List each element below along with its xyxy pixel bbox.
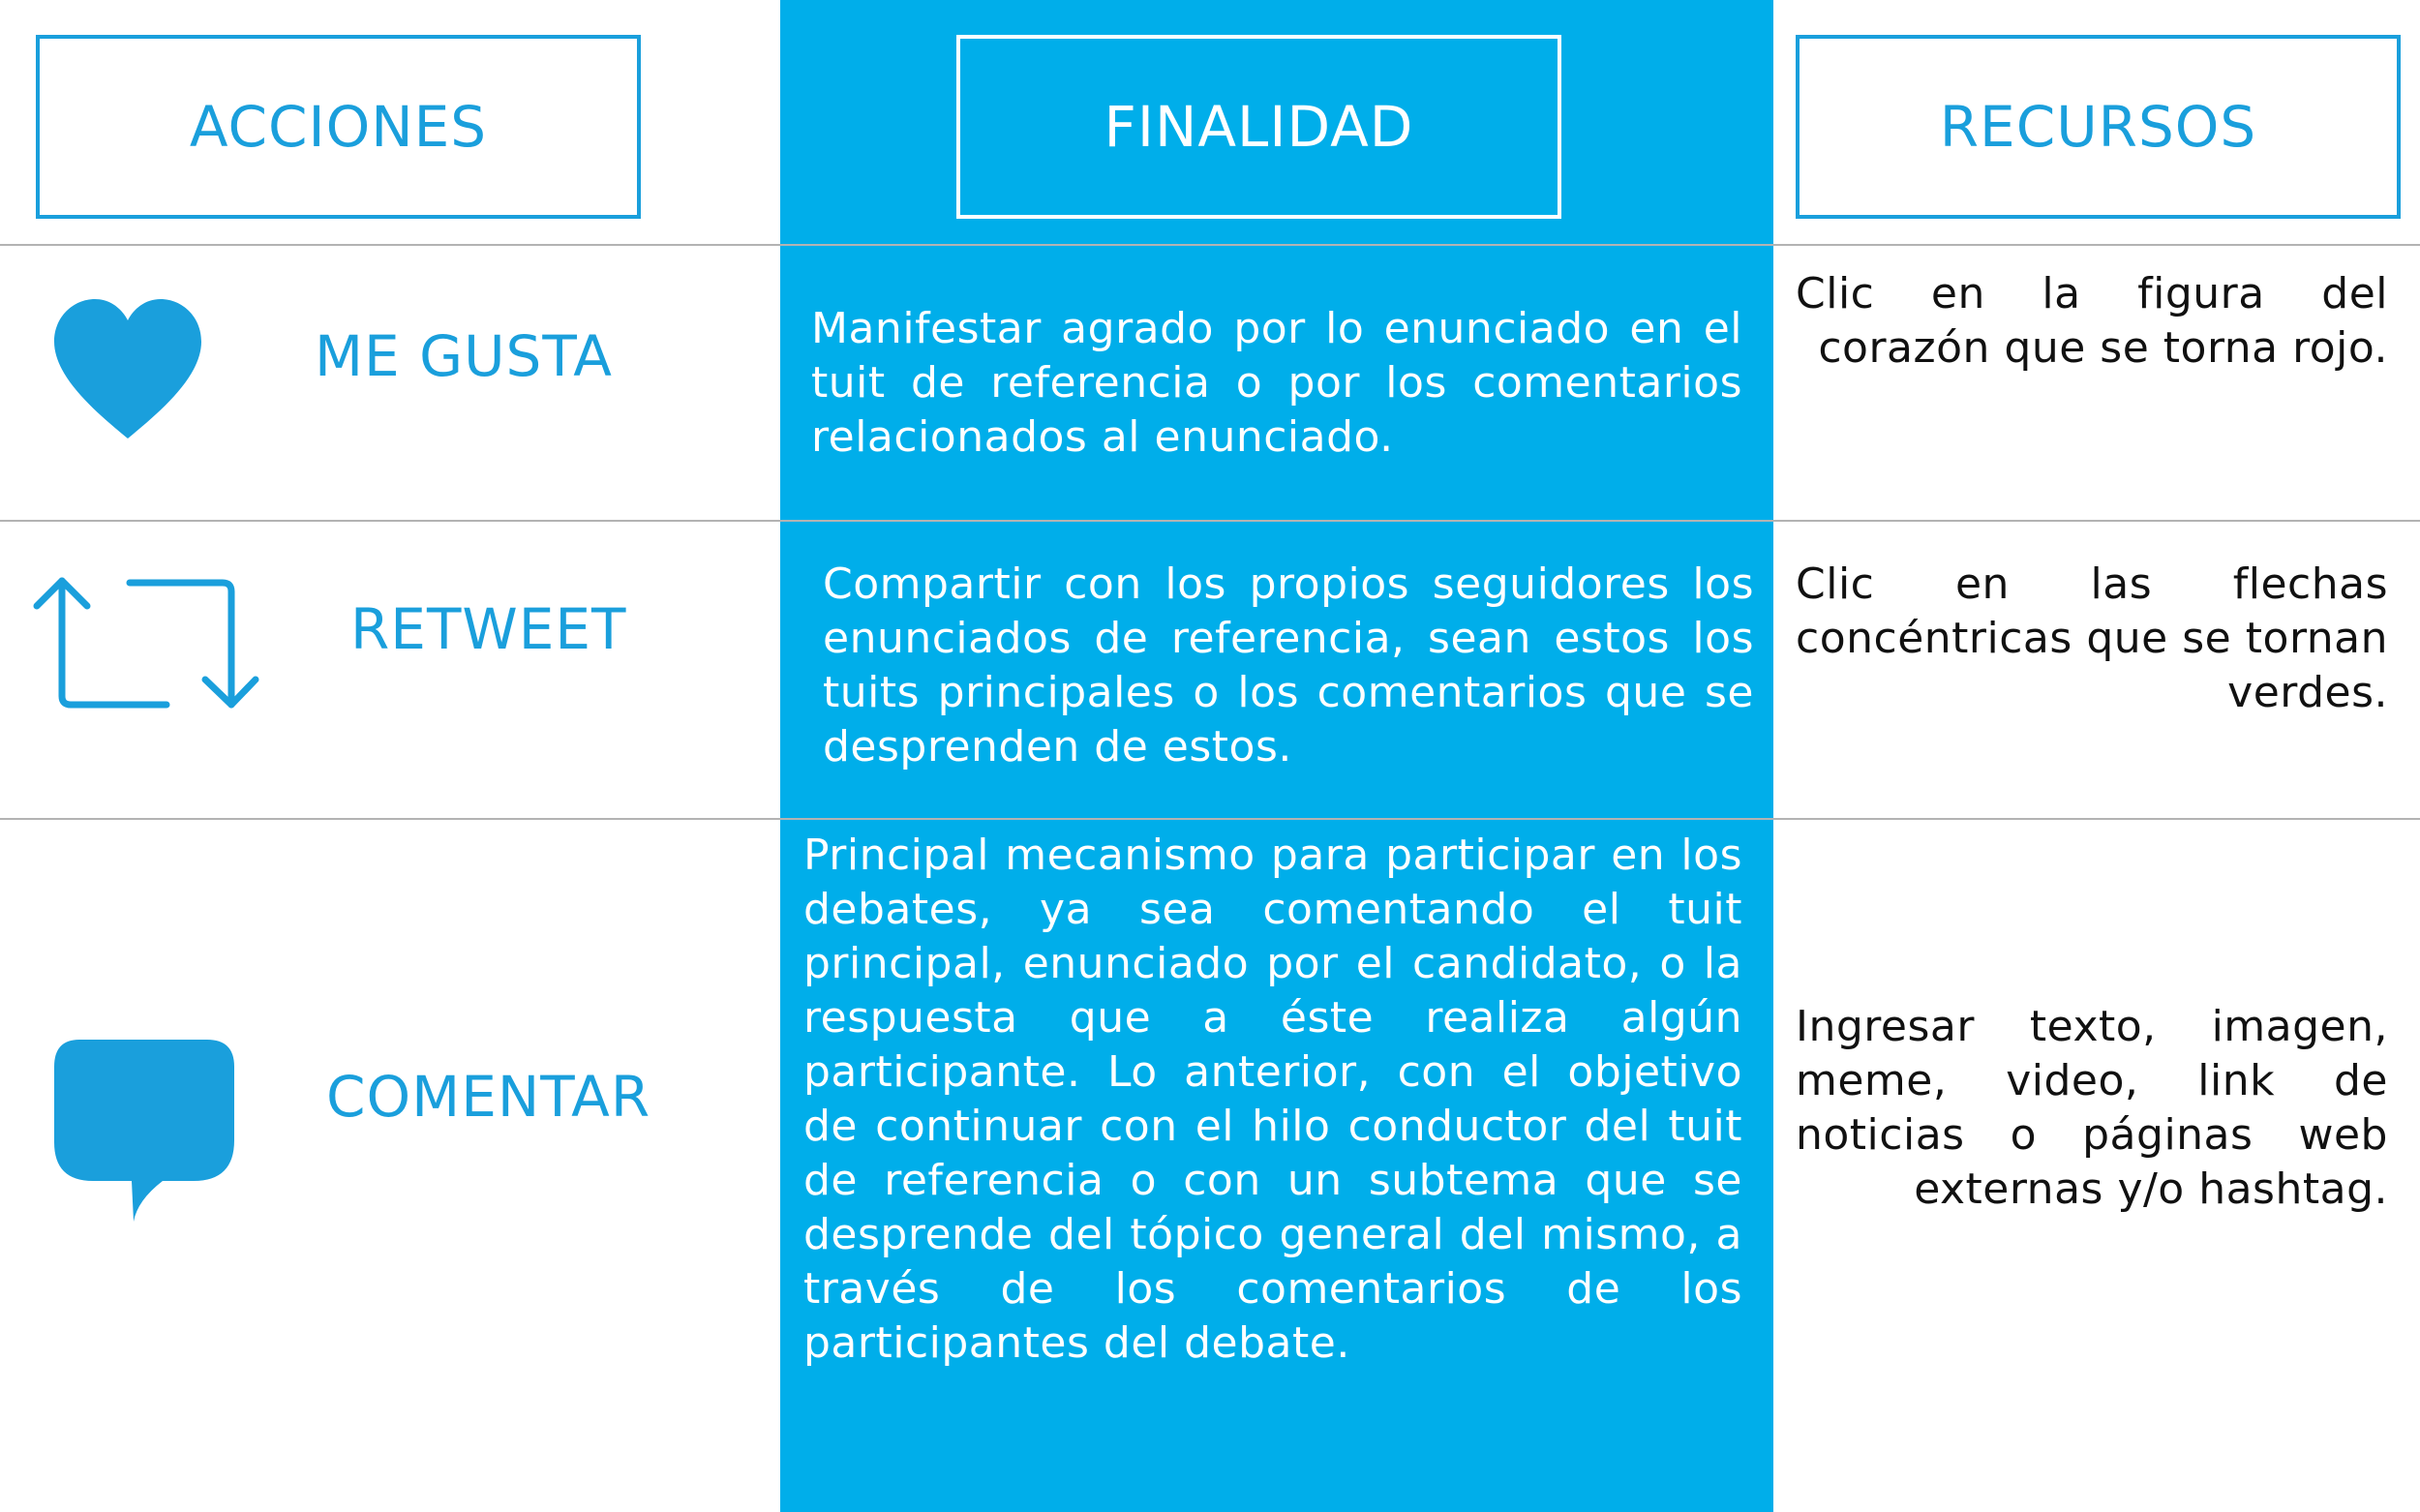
resource-text-me-gusta: Clic en la figura del corazón que se torna rojo. [1796, 269, 2388, 373]
action-label-comentar: COMENTAR [326, 1064, 651, 1130]
heart-icon [50, 295, 205, 440]
action-label-retweet: RETWEET [350, 596, 627, 662]
resource-text-retweet: Clic en las flechas concéntricas que se tornan verdes. [1796, 559, 2388, 717]
row-divider [0, 520, 2420, 522]
purpose-text-retweet: Compartir con los propios seguidores los enunciados de referencia, sean estos los tuits principales o los comentarios que se desprenden de estos. [823, 559, 1754, 771]
action-label-me-gusta: ME GUSTA [315, 323, 613, 389]
purpose-text-comentar: Principal mecanismo para participar en los debates, ya sea comentando el tuit principal, enunciado por el candidato, o la respuesta que a éste realiza algún participante. Lo anterior, con el objetivo de continuar con el hilo conductor del tuit de referencia o con un subtema que se desprende del tópico general del mismo, a través de los comentarios de los participantes del debate. [803, 831, 1742, 1368]
speech-bubble-icon [50, 1036, 236, 1225]
header-purpose: FINALIDAD [956, 35, 1561, 219]
resource-text-comentar: Ingresar texto, imagen, meme, video, link de noticias o páginas web externas y/o hashtag. [1796, 1002, 2388, 1214]
row-divider [0, 818, 2420, 820]
purpose-text-me-gusta: Manifestar agrado por lo enunciado en el tuit de referencia o por los comentarios relacionados al enunciado. [811, 304, 1742, 462]
row-divider [0, 244, 2420, 246]
header-actions: ACCIONES [36, 35, 641, 219]
retweet-icon [33, 573, 261, 714]
header-resources: RECURSOS [1796, 35, 2401, 219]
